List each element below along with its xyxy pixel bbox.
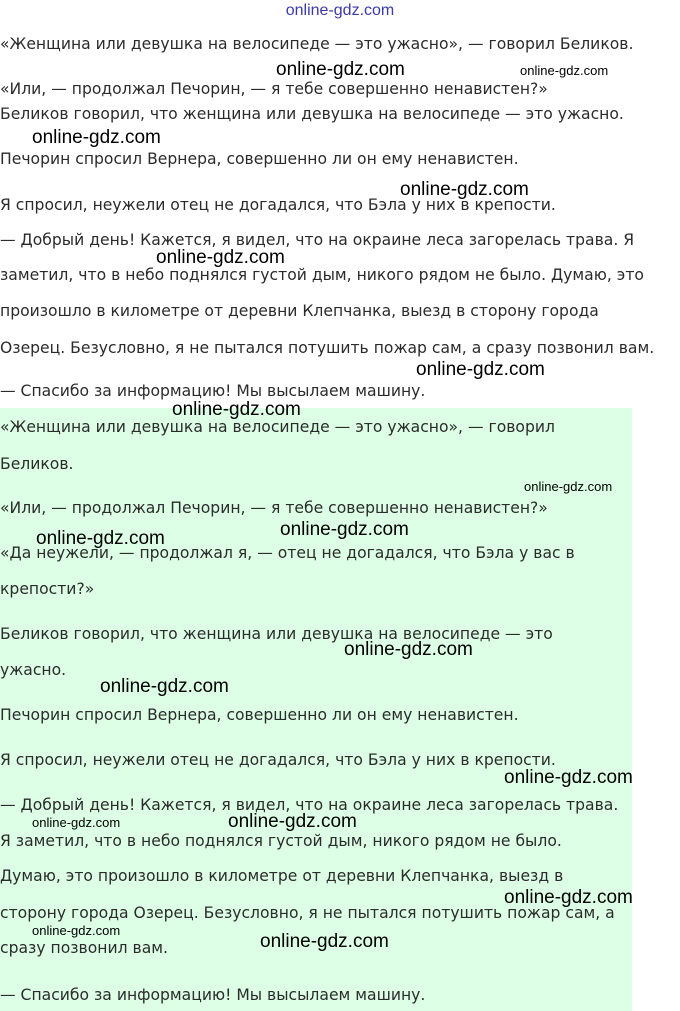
text-line: Я заметил, что в небо поднялся густой дым, никого рядом не было. xyxy=(0,832,562,850)
text-line: Печорин спросил Вернера, совершенно ли он ему ненавистен. xyxy=(0,706,519,724)
text-line: — Спасибо за информацию! Мы высылаем машину. xyxy=(0,382,426,400)
text-line: «Или, — продолжал Печорин, — я тебе совершенно ненавистен?» xyxy=(0,499,548,517)
text-line: Думаю, это произошло в километре от деревни Клепчанка, выезд в xyxy=(0,867,564,885)
watermark: online-gdz.com xyxy=(520,63,609,78)
text-line: — Добрый день! Кажется, я видел, что на окраине леса загорелась трава. Я xyxy=(0,231,635,249)
text-line: Беликов. xyxy=(0,455,74,473)
watermark: online-gdz.com xyxy=(524,479,613,494)
text-line: Беликов говорил, что женщина или девушка на велосипеде — это xyxy=(0,625,553,643)
text-line: «Женщина или девушка на велосипеде — это ужасно», — говорил xyxy=(0,418,555,436)
watermark: online-gdz.com xyxy=(32,815,121,830)
watermark: online-gdz.com xyxy=(36,528,165,549)
text-line: «Или, — продолжал Печорин, — я тебе совершенно ненавистен?» xyxy=(0,80,548,98)
text-line: заметил, что в небо поднялся густой дым, никого рядом не было. Думаю, это xyxy=(0,266,644,284)
text-line: — Спасибо за информацию! Мы высылаем машину. xyxy=(0,986,426,1004)
text-line: Печорин спросил Вернера, совершенно ли он ему ненавистен. xyxy=(0,150,519,168)
text-line: — Добрый день! Кажется, я видел, что на окраине леса загорелась трава. xyxy=(0,796,619,814)
text-line: произошло в километре от деревни Клепчанка, выезд в сторону города xyxy=(0,302,599,320)
watermark: online-gdz.com xyxy=(280,519,409,540)
header-watermark: online-gdz.com xyxy=(285,2,395,19)
text-line: сторону города Озерец. Безусловно, я не пытался потушить пожар сам, а xyxy=(0,904,615,922)
watermark: online-gdz.com xyxy=(416,359,545,380)
text-line: ужасно. xyxy=(0,661,67,679)
text-line: сразу позвонил вам. xyxy=(0,939,168,957)
text-line: крепости?» xyxy=(0,580,95,598)
watermark: online-gdz.com xyxy=(172,399,301,420)
watermark: online-gdz.com xyxy=(156,247,285,268)
watermark: online-gdz.com xyxy=(32,127,161,148)
watermark: online-gdz.com xyxy=(504,767,633,788)
text-line: «Да неужели, — продолжал я, — отец не догадался, что Бэла у вас в xyxy=(0,544,575,562)
watermark: online-gdz.com xyxy=(260,931,389,952)
text-line: «Женщина или девушка на велосипеде — это ужасно», — говорил Беликов. xyxy=(0,35,634,53)
text-line: Беликов говорил, что женщина или девушка на велосипеде — это ужасно. xyxy=(0,105,624,123)
watermark: online-gdz.com xyxy=(228,811,357,832)
text-line: Я спросил, неужели отец не догадался, что Бэла у них в крепости. xyxy=(0,196,556,214)
watermark: online-gdz.com xyxy=(100,676,229,697)
text-line: Озерец. Безусловно, я не пытался потушить пожар сам, а сразу позвонил вам. xyxy=(0,339,655,357)
watermark: online-gdz.com xyxy=(32,923,121,938)
watermark: online-gdz.com xyxy=(276,59,405,80)
watermark: online-gdz.com xyxy=(400,179,529,200)
watermark: online-gdz.com xyxy=(504,887,633,908)
text-line: Я спросил, неужели отец не догадался, что Бэла у них в крепости. xyxy=(0,751,556,769)
watermark: online-gdz.com xyxy=(344,639,473,660)
